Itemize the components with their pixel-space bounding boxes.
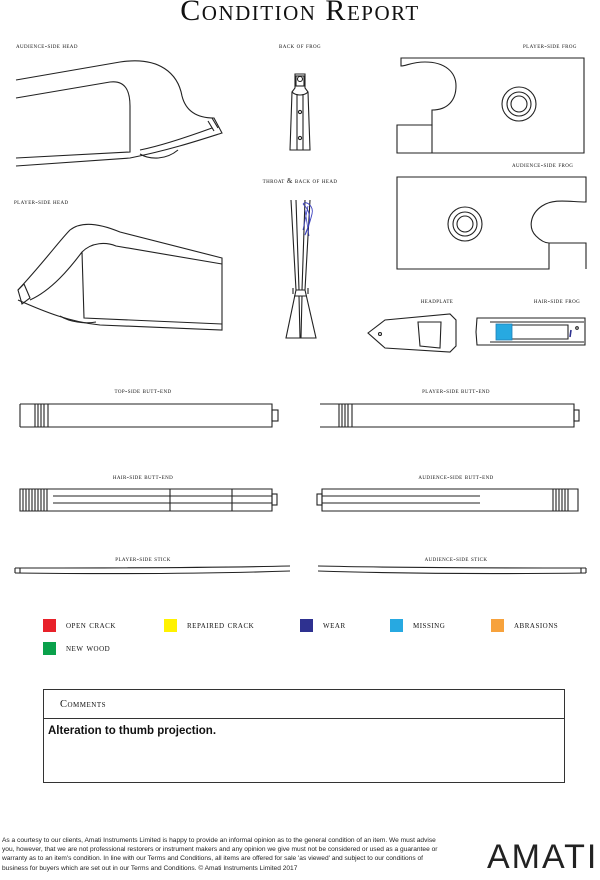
label-hair-side-butt-end: hair-side butt-end (112, 473, 174, 481)
label-player-side-head: player-side head (14, 198, 69, 206)
label-back-of-frog: back of frog (279, 42, 321, 50)
audience-side-butt-end-drawing (317, 489, 578, 511)
label-player-side-frog: player-side frog (523, 42, 577, 50)
player-side-butt-end-drawing (320, 404, 579, 427)
legend-label: missing (413, 619, 446, 631)
label-player-side-butt-end: player-side butt-end (422, 387, 490, 395)
label-audience-side-butt-end: audience-side butt-end (418, 473, 494, 481)
player-side-head-drawing (18, 224, 222, 330)
hair-side-frog-drawing (476, 318, 585, 345)
label-audience-side-head: audience-side head (16, 42, 78, 50)
throat-back-of-head-drawing (286, 200, 316, 338)
label-audience-side-stick: audience-side stick (424, 555, 488, 563)
legend-label: new wood (66, 642, 111, 654)
top-side-butt-end-drawing (20, 404, 278, 427)
swatch-open-crack (43, 619, 56, 632)
label-player-side-stick: player-side stick (115, 555, 171, 563)
comments-text: Alteration to thumb projection. (48, 725, 217, 737)
label-top-side-butt-end: top-side butt-end (114, 387, 172, 395)
audience-side-head-drawing (16, 61, 222, 166)
label-headplate: headplate (420, 297, 454, 305)
legend-label: abrasions (514, 619, 559, 631)
player-side-stick-drawing (15, 566, 290, 574)
legend-new-wood (43, 641, 110, 655)
amati-logo: AMATI (487, 838, 599, 876)
legend-repaired-crack (164, 618, 254, 632)
legend-label: repaired crack (187, 619, 255, 631)
legend-wear (300, 618, 346, 632)
headplate-drawing (368, 314, 456, 352)
audience-side-frog-drawing (397, 177, 586, 269)
swatch-missing (390, 619, 403, 632)
swatch-new-wood (43, 642, 56, 655)
swatch-wear (300, 619, 313, 632)
swatch-repaired-crack (164, 619, 177, 632)
audience-side-stick-drawing (318, 566, 586, 574)
legend-missing (390, 618, 445, 632)
comments-heading: Comments (44, 690, 564, 719)
label-audience-side-frog: audience-side frog (512, 161, 574, 169)
disclaimer-text: As a courtesy to our clients, Amati Instruments Limited is happy to provide an informal opinion as to the general condition of an item. We must advise you, however, that we are not professional restorers or instrument makers and any opinion we give must not be considered or used as a guarantee or warranty as to an item's condition. In line with our Terms and Conditions, all items are offered for sale 'as viewed' and subject to our conditions of business for buyers which are set out in our Terms and Conditions. © Amati Instruments Limited 2017 (2, 837, 438, 872)
legend-label: open crack (66, 619, 116, 631)
comments-box (43, 689, 565, 783)
legend-label: wear (323, 619, 346, 631)
swatch-abrasions (491, 619, 504, 632)
label-hair-side-frog: hair-side frog (533, 297, 581, 305)
player-side-frog-drawing (397, 58, 584, 153)
legend-open-crack (43, 618, 116, 632)
hair-side-butt-end-drawing (20, 489, 277, 511)
label-throat-back-of-head: throat & back of head (262, 177, 338, 185)
back-of-frog-drawing (290, 74, 310, 150)
legend-abrasions (491, 618, 558, 632)
page-title: Condition Report (180, 0, 420, 27)
